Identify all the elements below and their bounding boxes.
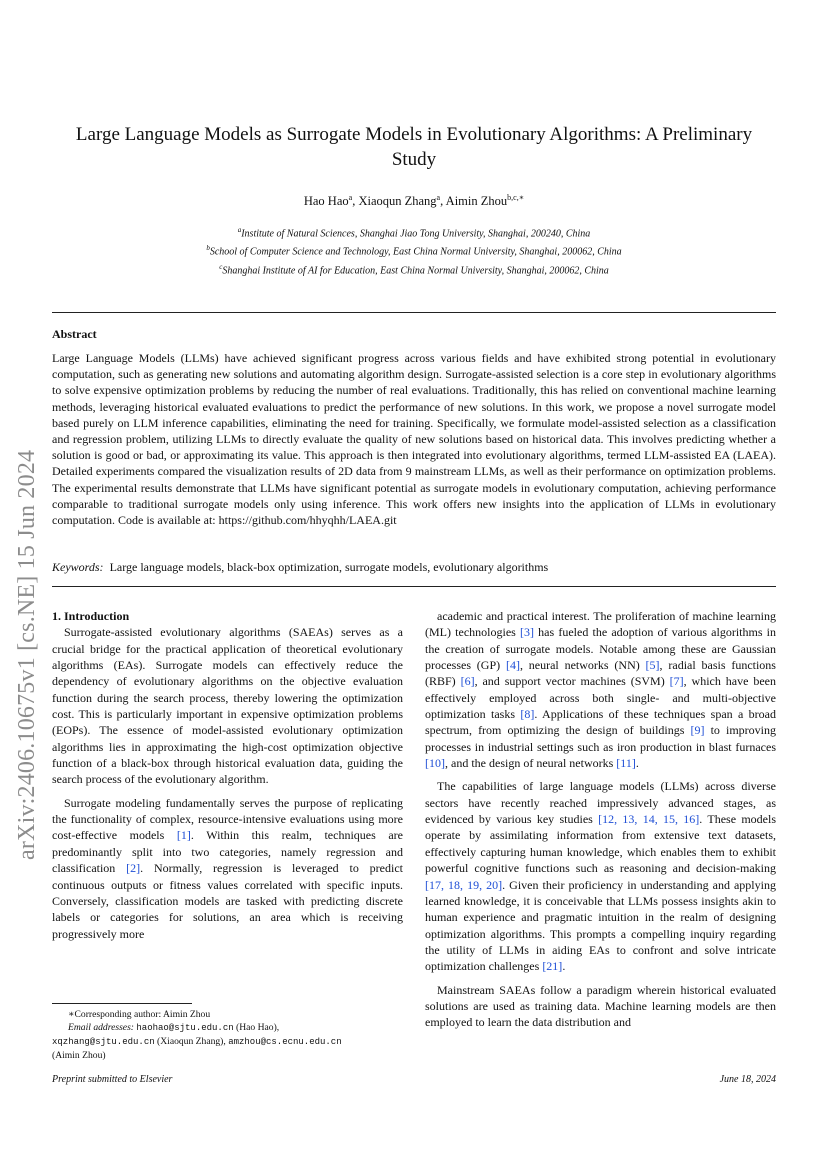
citation-link[interactable]: [17, 18, 19, 20] (425, 877, 503, 892)
author-affil-marker: a (436, 193, 441, 202)
footnote-rule (52, 1003, 192, 1004)
arxiv-identifier: arXiv:2406.10675v1 [cs.NE] 15 Jun 2024 (14, 449, 40, 860)
affiliation-marker: a (237, 226, 242, 234)
body-paragraph: The capabilities of large language models (LLMs) across diverse sectors have recently reached impressively advanced stages, as evidenced by various key studies [12, 13, 14, 15, 16]. These models operate by assimilating information from extensive text datasets, effectively capturing human knowledge, which enables them to exhibit powerful cognitive functions such as reasoning and decision-making [17, 18, 19, 20]. Given their proficiency in understanding and applying learned knowledge, it is conceivable that LLMs possess insights akin to human experience and pragmatic intuition in the realm of designing optimization algorithms. This prompts a compelling inquiry regarding the utility of LLMs in aiding EAs to confront and solve intricate optimization challenges [21]. (425, 779, 776, 974)
citation-link[interactable]: [2] (126, 861, 141, 876)
right-column (425, 608, 776, 1031)
citation-link[interactable]: [9] (690, 723, 705, 738)
citation-link[interactable]: [5] (645, 658, 660, 673)
section-heading-introduction: 1. Introduction (52, 609, 130, 623)
footnote-emails (52, 1035, 403, 1049)
citation-link[interactable]: [7] (669, 674, 684, 689)
citation-link[interactable]: [10] (425, 756, 445, 771)
citation-link[interactable]: [4] (505, 658, 520, 673)
footnote (52, 1008, 403, 1062)
paper-title: Large Language Models as Surrogate Models in Evolutionary Algorithms: A Preliminary Study (75, 124, 753, 170)
keywords-rule (52, 586, 776, 587)
citation-link[interactable]: [11] (616, 756, 636, 771)
author-name: Aimin Zhou (445, 194, 508, 209)
top-rule (52, 312, 776, 313)
left-column (52, 608, 403, 942)
affiliation-marker: c (219, 262, 223, 271)
abstract-heading: Abstract (52, 327, 97, 341)
footnote-emails (52, 1021, 403, 1035)
email-address[interactable]: haohao@sjtu.edu.cn (136, 1023, 234, 1033)
paragraph-gap (425, 975, 776, 982)
email-address[interactable]: xqzhang@sjtu.edu.cn (52, 1037, 155, 1047)
author-affil-marker: a (348, 193, 353, 202)
citation-link[interactable]: [12, 13, 14, 15, 16] (598, 812, 700, 827)
email-owner: (Hao Hao), (236, 1022, 280, 1033)
affiliation-marker: b (206, 244, 210, 253)
body-paragraph: Surrogate modeling fundamentally serves the purpose of replicating the functionality of complex, resource-intensive evaluations using more cost-effective models [1]. Within this realm, techniques are predominantly split into two categories, namely regression and classification [2]. Normally, regression is leveraged to predict continuous outputs or fitness values correlated with specific inputs. Conversely, classification models are tasked with predicting discrete labels or categories for solutions, an area which is receiving progressively more (52, 795, 403, 941)
body-paragraph: Mainstream SAEAs follow a paradigm wherein historical evaluated solutions are used as training data. Machine learning models are then employed to learn the data distribution and (425, 982, 776, 1030)
citation-link[interactable]: [1] (176, 828, 191, 843)
affiliation-text: Institute of Natural Sciences, Shanghai Jiao Tong University, Shanghai, 200240, China (241, 228, 591, 240)
citation-link[interactable]: [6] (460, 674, 475, 689)
body-paragraph: academic and practical interest. The proliferation of machine learning (ML) technologies [3] has fueled the adoption of various algorithms in the creation of surrogate models. Notable among these are Gaussian processes (GP) [4], neural networks (NN) [5], radial basis functions (RBF) [6], and support vector machines (SVM) [7], which have been effectively employed across both single- and multi-objective optimization tasks [8]. Applications of these techniques span a broad spectrum, from optimizing the design of buildings [9] to improving processes in industrial settings such as iron production in blast furnaces [10], and the design of neural networks [11]. (425, 609, 777, 771)
citation-link[interactable]: [21] (542, 959, 563, 974)
affiliation-list (52, 223, 776, 278)
affiliation (52, 260, 776, 278)
affiliation-text: School of Computer Science and Technology, East China Normal University, Shanghai, 200062, China (209, 246, 622, 258)
footnote-corresponding: ∗Corresponding author: Aimin Zhou (68, 1009, 211, 1020)
email-owner: (Xiaoqun Zhang), (157, 1036, 226, 1047)
keywords-label: Keywords: (52, 560, 104, 574)
author-list: Hao Hao$^a$, Xiaoqun Zhang$^a$, Aimin Zhou$^{b,c,∗}$ (303, 193, 525, 209)
author-name: Xiaoqun Zhang (358, 194, 437, 209)
affiliation (52, 241, 776, 259)
footer-journal: Preprint submitted to Elsevier (52, 1074, 173, 1085)
keywords-text: Large language models, black-box optimization, surrogate models, evolutionary algorithms (109, 560, 549, 574)
email-address[interactable]: amzhou@cs.ecnu.edu.cn (228, 1037, 342, 1047)
citation-link[interactable]: [8] (520, 707, 535, 722)
email-owner: (Aimin Zhou) (52, 1050, 106, 1061)
paragraph-gap (52, 788, 403, 795)
keywords-line (52, 560, 776, 575)
footnote-email-label: Email addresses: (68, 1022, 134, 1033)
author-affil-marker: b,c,∗ (507, 193, 525, 202)
affiliation-text: Shanghai Institute of AI for Education, East China Normal University, Shanghai, 200062, China (222, 264, 609, 276)
footer-date: June 18, 2024 (719, 1074, 776, 1085)
body-paragraph: Surrogate-assisted evolutionary algorithms (SAEAs) serves as a crucial bridge for the practical application of theoretical evolutionary algorithms (EAs). Surrogate models can effectively reduce the dependency of evolutionary algorithms on the objective evaluation function during the search process, thereby lowering the optimization cost. This is particularly important in expensive optimization problems (EOPs). The essence of model-assisted evolutionary optimization algorithms lies in approximating the high-cost optimization objective function of a black-box through historical evaluation data, guiding the search process of the evolutionary algorithm. (52, 625, 403, 787)
paragraph-gap (425, 771, 776, 778)
author-name: Hao Hao (303, 194, 349, 209)
affiliation (52, 223, 776, 241)
citation-link[interactable]: [3] (520, 625, 534, 640)
abstract-text: Large Language Models (LLMs) have achieved significant progress across various fields and have exhibited strong potential in evolutionary computation, such as generating new solutions and automating algorithm design. Surrogate-assisted selection is a core step in evolutionary algorithms to solve expensive optimization problems by reducing the number of real evaluations. Traditionally, this has relied on conventional machine learning methods, leveraging historical evaluated evaluations to predict the performance of new solutions. In this work, we propose a novel surrogate model based purely on LLM inference capabilities, eliminating the need for training. Specifically, we formulate model-assisted selection as a classification and regression problem, utilizing LLMs to directly evaluate the quality of new solutions based on historical data. This involves predicting whether a solution is good or bad, or approximating its value. This approach is then integrated into evolutionary algorithms, termed LLM-assisted EA (LAEA). Detailed experiments compared the visualization results of 2D data from 9 mainstream LLMs, as well as their performance on optimization problems. The experimental results demonstrate that LLMs have significant potential as surrogate models in evolutionary computation, achieving performance comparable to traditional surrogate models only using inference. This work offers new insights into the application of LLMs in evolutionary computation. Code is available at: https://github.com/hhyqhh/LAEA.git (52, 351, 776, 528)
